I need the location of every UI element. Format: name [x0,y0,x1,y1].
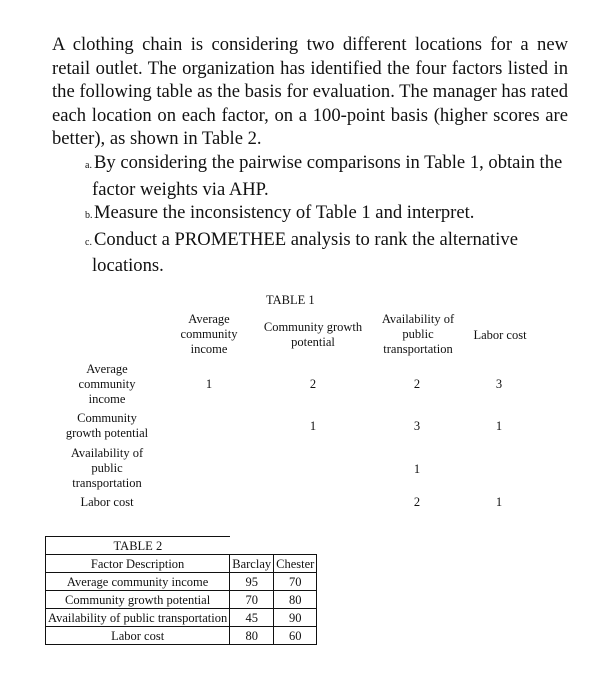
table1-col-header-transport: Availability of public transportation [381,312,455,356]
question-c-marker: c. [85,236,92,248]
table1-cell-income-income: 1 [205,377,213,391]
table2-factor: Average community income [46,573,230,591]
question-a [52,151,568,201]
table1-cell-income-labor: 3 [495,377,503,391]
table-row [46,573,317,591]
question-b [52,201,568,228]
table2-factor: Labor cost [46,627,230,645]
question-a-text: By considering the pairwise comparisons in Table 1, obtain the factor weights via AHP. [92,151,563,200]
question-c-text: Conduct a PROMETHEE analysis to rank the alternative locations. [92,228,518,277]
table2-chester-score: 90 [274,609,317,627]
table2-header-barclay: Barclay [230,555,274,573]
table2-chester-score: 60 [274,627,317,645]
table2-title: TABLE 2 [46,537,230,555]
table-row [46,591,317,609]
table-row [46,609,317,627]
table2-barclay-score: 95 [230,573,274,591]
table1-cell-transport-transport: 1 [413,462,421,476]
table1-row-label-transport: Availability of public transportation [70,446,144,490]
table1-cell-labor-transport: 2 [413,495,421,509]
table1-cell-growth-growth: 1 [309,419,317,433]
table2-title-row [46,537,317,555]
table2-barclay-score: 80 [230,627,274,645]
table2-header-row [46,555,317,573]
table2-header-chester: Chester [274,555,317,573]
table2-chester-score: 80 [274,591,317,609]
table1-cell-income-growth: 2 [309,377,317,391]
table1-col-header-labor: Labor cost [473,328,527,342]
table1-cell-income-transport: 2 [413,377,421,391]
table2-factor: Community growth potential [46,591,230,609]
table1-col-header-growth: Community growth potential [263,320,363,349]
table1-col-header-income: Average community income [180,312,238,356]
problem-statement [52,33,568,278]
table1-cell-growth-labor: 1 [495,419,503,433]
problem-intro: A clothing chain is considering two different locations for a new retail outlet. The organization has identified the four factors listed in the following table as the basis for evaluation. The manager has rated each location on each factor, on a 100-point basis (higher scores are better), as shown in Table 2. [52,34,568,150]
table1-cell-labor-labor: 1 [495,495,503,509]
table1-cell-growth-transport: 3 [413,419,421,433]
table1-row-label-income: Average community income [78,362,136,406]
table2-barclay-score: 70 [230,591,274,609]
question-b-text: Measure the inconsistency of Table 1 and interpret. [94,202,475,224]
table1-row-label-growth: Community growth potential [65,411,149,440]
table1-row-label-labor: Labor cost [80,495,134,509]
question-c [52,228,568,278]
question-a-marker: a. [85,159,92,171]
question-b-marker: b. [85,210,93,222]
table-row [46,627,317,645]
table2-header-factor: Factor Description [46,555,230,573]
table2-factor: Availability of public transportation [46,609,230,627]
table2 [45,536,317,645]
table2-title-spacer [230,537,317,555]
table2-chester-score: 70 [274,573,317,591]
table1-title: TABLE 1 [266,293,315,307]
question-list [52,151,568,278]
table2-barclay-score: 45 [230,609,274,627]
